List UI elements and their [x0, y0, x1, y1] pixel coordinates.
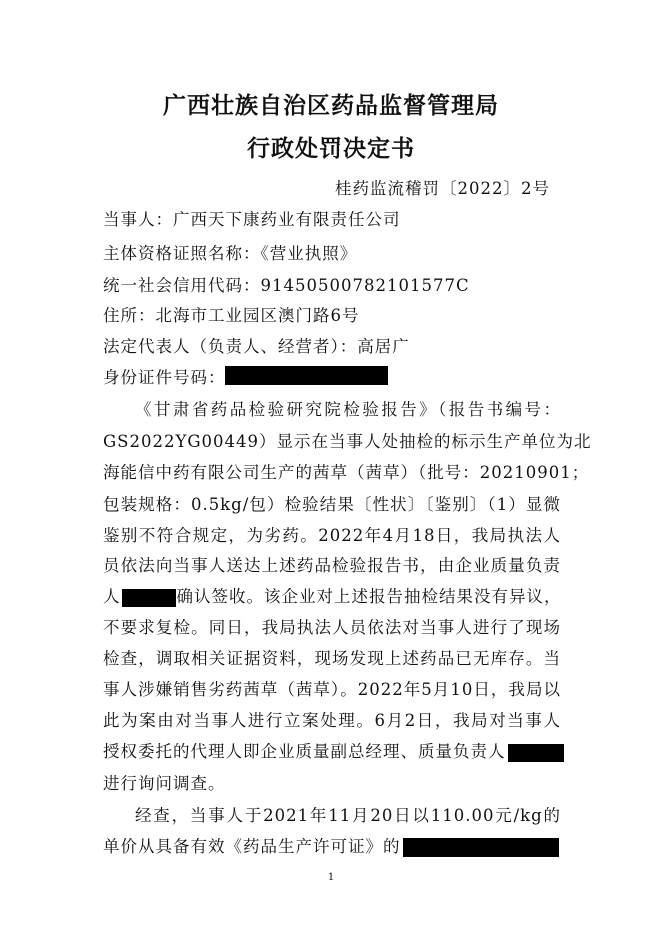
paragraph1-line: 进行询问调查。: [103, 774, 226, 793]
page-number: 1: [327, 872, 335, 883]
party-credit-code: 统一社会信用代码：91450500782101577C: [103, 276, 470, 295]
paragraph1-text-segment: 确认签收。该企业对上述报告抽检结果没有异议，: [176, 587, 562, 606]
paragraph2-line-with-redaction: [103, 833, 561, 857]
paragraph2-text-segment: 单价从具备有效《药品生产许可证》的: [103, 837, 401, 856]
redaction-block-authorized-agent: [508, 744, 564, 762]
paragraph1-text-segment: 人: [103, 587, 121, 606]
paragraph1-line: 员依法向当事人送达上述药品检验报告书，由企业质量负责: [103, 556, 561, 575]
document-title-type: 行政处罚决定书: [247, 136, 415, 162]
paragraph1-line: 海能信中药有限公司生产的茜草（茜草）（批号：20210901；: [103, 463, 590, 482]
paragraph1-line: 检查，调取相关证据资料，现场发现上述药品已无库存。当: [103, 649, 561, 668]
party-license-type: 主体资格证照名称：《营业执照》: [103, 244, 358, 263]
paragraph1-line: 《甘肃省药品检验研究院检验报告》（报告书编号：: [135, 400, 561, 419]
party-id-label: 身份证件号码：: [103, 368, 226, 387]
paragraph1-line: GS2022YG00449）显示在当事人处抽检的标示生产单位为北: [103, 432, 592, 451]
document-title-agency: 广西壮族自治区药品监督管理局: [163, 93, 499, 119]
redaction-block-quality-officer: [122, 589, 176, 607]
paragraph2-line: 经查，当事人于2021年11月20日以110.00元/kg的: [135, 806, 561, 825]
paragraph1-line: 事人涉嫌销售劣药茜草（茜草）。2022年5月10日，我局以: [103, 680, 561, 699]
party-address: 住所：北海市工业园区澳门路6号: [103, 306, 360, 325]
redaction-block-id-number: [225, 366, 388, 385]
paragraph1-line: 包装规格：0.5kg/包）检验结果〔性状〕〔鉴别〕（1）显微: [103, 495, 561, 514]
paragraph1-line: 此为案由对当事人进行立案处理。6月2日，我局对当事人: [103, 711, 561, 730]
paragraph1-line: 不要求复检。同日，我局执法人员依法对当事人进行了现场: [103, 618, 561, 637]
paragraph1-text-segment: 授权委托的代理人即企业质量副总经理、质量负责人: [103, 742, 506, 761]
paragraph1-line-with-redaction: [103, 738, 561, 762]
redaction-block-manufacturer: [403, 838, 559, 857]
paragraph1-line-with-redaction: [103, 583, 561, 607]
party-name: 当事人：广西天下康药业有限责任公司: [103, 210, 401, 229]
document-number: 桂药监流稽罚〔2022〕2号: [335, 179, 550, 198]
paragraph1-line: 鉴别不符合规定，为劣药。2022年4月18日，我局执法人: [103, 526, 561, 545]
party-legal-representative: 法定代表人（负责人、经营者）：高居广: [103, 337, 410, 356]
